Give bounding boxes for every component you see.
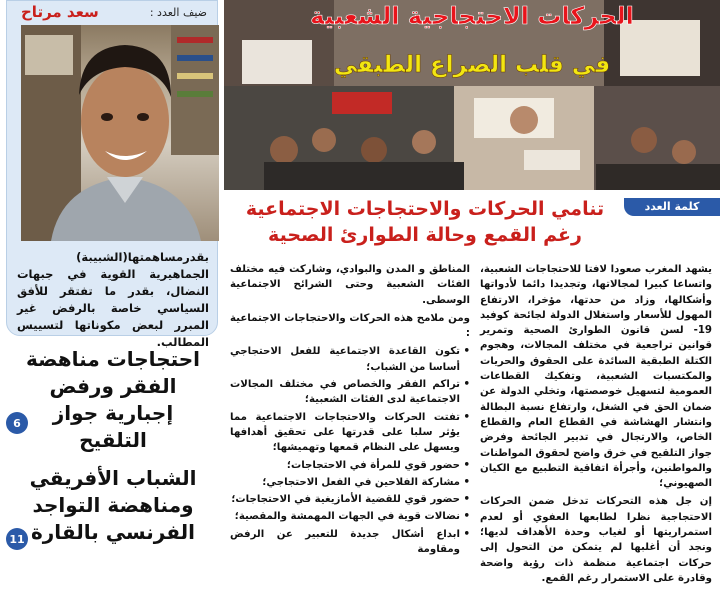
list-item: • تكون القاعدة الاجتماعية للفعل الاحتجاجي أساسا من الشباب؛ [230,344,470,375]
guest-label: ضيف العدد : [149,6,207,19]
headline-line: رغم القمع وحالة الطوارئ الصحية [268,224,582,246]
teaser-story[interactable]: الشباب الأفريقي ومناهضة التواجد الفرنسي بالقارة [29,466,197,544]
banner-title: الحركات الاحتجاجية الشعبية [310,2,634,30]
list-item: • ابداع أشكال جديدة للتعبير عن الرفض ومقاومة [230,527,470,558]
article-headline [230,196,620,248]
guest-card [6,0,218,349]
teaser-story[interactable]: احتجاجات مناهضة الفقر ورفض إجبارية جواز التلقيح [25,347,201,452]
banner-subtitle: في قلب الصراع الطبقي [333,52,611,78]
page-number-badge: 11 [6,528,28,550]
paragraph: المناطق و المدن والبوادي، وشاركت فيه مختلف الفئات الشعبية وحتى الشرائح الاجتماعية الوسطى. [230,264,470,306]
headline-line: تنامي الحركات والاحتجاجات الاجتماعية [245,198,605,220]
list-item: • حضور قوي للمرأة في الاحتجاجات؛ [230,458,470,473]
list-item: • نضالات قوية في الجهات المهمشة والمقصية؛ [230,509,470,524]
list-item: • مشاركة الفلاحين في الفعل الاحتجاجي؛ [230,475,470,490]
guest-quote: بقدرمساهمتها(الشبيبة) الجماهيرية القوية في جبهات النضال، بقدر ما تفتقر للأفق السياسي خاصة بالرفض غير المبرر لبعض مكوناتها لتسييس المطالب. [17,250,209,349]
lead-article [224,192,720,584]
list-heading: ومن ملامح هذه الحركات والاحتجاجات الاجتماعية : [230,312,470,340]
guest-name: سعد مرتاح [21,3,99,21]
cover-banner [224,0,720,190]
paragraph: إن جل هذه التحركات تدخل ضمن الحركات الاحتجاجية نظرا لطابعها العفوي أو لعدم استمراريتها أو لغياب وحدة الأهداف لديها؛ ونجد أن أغلبها لم يتمكن من التحول إلى حركات اجتماعية منظمة ذات رؤية واضحة وقادرة على الاستمرار رغم القمع. [480,496,712,584]
list-item: • تراكم الفقر والخصاص في مختلف المجالات الاجتماعية لدى الفئات الشعبية؛ [230,377,470,408]
article-column-left [230,262,470,559]
guest-photo [21,25,219,241]
article-column-right [480,262,712,589]
guest-header [7,3,217,23]
section-tag: كلمة العدد [624,198,720,216]
list-item: • تفتت الحركات والاحتجاجات الاجتماعية مما يؤثر سلبا على قدرتها على تحقيق أهدافها ويسهل على النظام قمعها وتهميشها؛ [230,410,470,456]
paragraph: يشهد المغرب صعودا لافتا للاحتجاجات الشعبية، واتساعا كبيرا لمجالاتها، وتجديدا دائما لأدواتها وأشكالها، وزاد من حدتها، مؤخرا، الارتفاع المهول للأسعار واستغلال الدولة لجائحة كوفيد 19- لسن قانون الطوارئ الصحية وتمرير قوانين تراجعية في مختلف المجالات، وهجوم الكتلة الطبقية السائدة على الحقوق والحريات والمكتسبات الشعبية، وتفكيك القطاعات العمومية لتسهيل خوصصتها، وتخلي الدولة عن ضمان الحق في الشغل، وارتفاع نسبة البطالة وانتشار الهشاشة في القطاع العام والقطاع الخاص، والارتجال في تدبير الجائحة وفرض جواز التلقيح في خرق واضح لحقوق المواطنات والمواطنين، وأجرأة اتفاقية التطبيع مع الكيان الصهيوني؛ [480,264,712,490]
page-number-badge: 6 [6,412,28,434]
list-item: • حضور قوي للقضية الأمازيغية في الاحتجاجات؛ [230,492,470,507]
